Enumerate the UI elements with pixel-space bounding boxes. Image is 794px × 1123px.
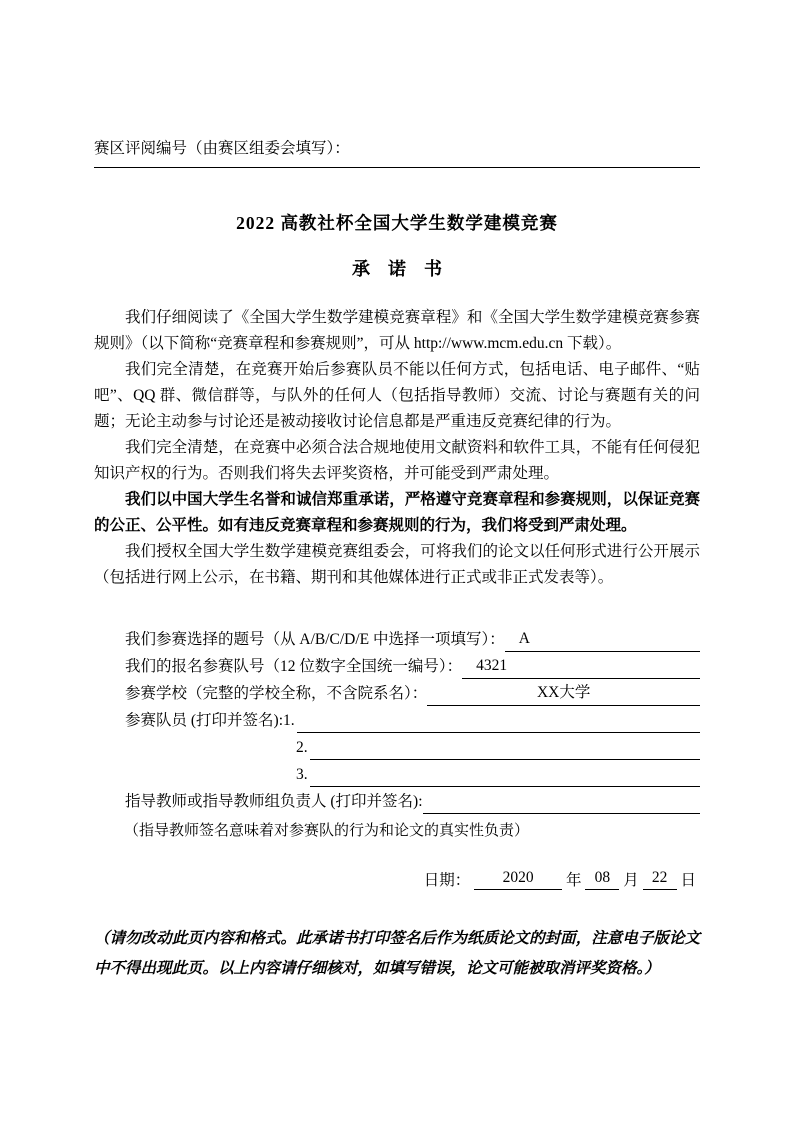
paragraph-read-rules: 我们仔细阅读了《全国大学生数学建模竞赛章程》和《全国大学生数学建模竞赛参赛规则》（以下简称“竞赛章程和参赛规则”，可从 http://www.mcm.edu.cn 下载）。: [94, 309, 700, 352]
page-title: 2022 高教社杯全国大学生数学建模竞赛: [236, 213, 558, 233]
problem-choice-label: 我们参赛选择的题号（从 A/B/C/D/E 中选择一项填写）：: [125, 631, 505, 648]
school-field: XX大学: [427, 680, 700, 706]
date-day-unit: 日: [680, 872, 696, 889]
date-month-unit: 月: [623, 872, 639, 889]
paragraph-no-outside-discussion: 我们完全清楚，在竞赛开始后参赛队员不能以任何方式，包括电话、电子邮件、“贴吧”、QQ 群、微信群等，与队外的任何人（包括指导教师）交流、讨论与赛题有关的问题；无论主动参与讨论还是被动接收讨论信息都是严重违反竞赛纪律的行为。: [94, 361, 700, 430]
member-signature-field-1: [297, 708, 700, 733]
members-label: 参赛队员 (打印并签名):: [125, 712, 284, 729]
member-row-2: [125, 733, 700, 760]
review-number-line: [94, 136, 700, 168]
paragraph-pledge: 我们以中国大学生名誉和诚信郑重承诺，严格遵守竞赛章程和参赛规则，以保证竞赛的公正、公平性。如有违反竞赛章程和参赛规则的行为，我们将受到严肃处理。: [94, 491, 700, 534]
member-number-1: 1.: [283, 712, 295, 729]
advisor-note: （指导教师签名意味着对参赛队的行为和论文的真实性负责）: [124, 823, 530, 839]
advisor-label: 指导教师或指导教师组负责人 (打印并签名):: [125, 793, 423, 810]
school-label: 参赛学校（完整的学校全称，不含院系名）：: [125, 685, 428, 702]
date-year-field: 2020: [474, 866, 562, 890]
page-subtitle: 承 诺 书: [352, 259, 442, 279]
member-number-2: 2.: [296, 739, 308, 756]
review-number-label: 赛区评阅编号（由赛区组委会填写）：: [94, 140, 350, 157]
date-year-unit: 年: [565, 872, 582, 889]
problem-choice-field: A: [505, 626, 700, 652]
team-number-row: [125, 652, 700, 679]
problem-choice-row: [125, 625, 700, 652]
member-signature-field-3: [310, 762, 700, 787]
advisor-row: [125, 787, 700, 814]
team-number-label: 我们的报名参赛队号（12 位数字全国统一编号）：: [125, 658, 463, 675]
paragraph-intellectual-property: 我们完全清楚，在竞赛中必须合法合规地使用文献资料和软件工具，不能有任何侵犯知识产权的行为。否则我们将失去评奖资格，并可能受到严肃处理。: [94, 439, 700, 482]
date-label: 日期：: [423, 872, 471, 889]
footer-warning-note: （请勿改动此页内容和格式。此承诺书打印签名后作为纸质论文的封面，注意电子版论文中不得出现此页。以上内容请仔细核对，如填写错误，论文可能被取消评奖资格。）: [94, 930, 700, 977]
date-row: [94, 866, 700, 890]
advisor-signature-field: [423, 789, 700, 814]
paragraph-authorization: 我们授权全国大学生数学建模竞赛组委会，可将我们的论文以任何形式进行公开展示（包括进行网上公示，在书籍、期刊和其他媒体进行正式或非正式发表等）。: [94, 543, 700, 586]
member-signature-field-2: [310, 735, 700, 760]
date-day-field: 22: [643, 866, 677, 890]
entry-form: [94, 625, 700, 890]
school-row: [125, 679, 700, 706]
date-month-field: 08: [585, 866, 619, 890]
member-row-3: [125, 760, 700, 787]
body-paragraphs: [94, 305, 700, 591]
team-number-field: 4321: [462, 653, 700, 679]
member-row-1: [125, 706, 700, 733]
member-number-3: 3.: [296, 766, 308, 783]
